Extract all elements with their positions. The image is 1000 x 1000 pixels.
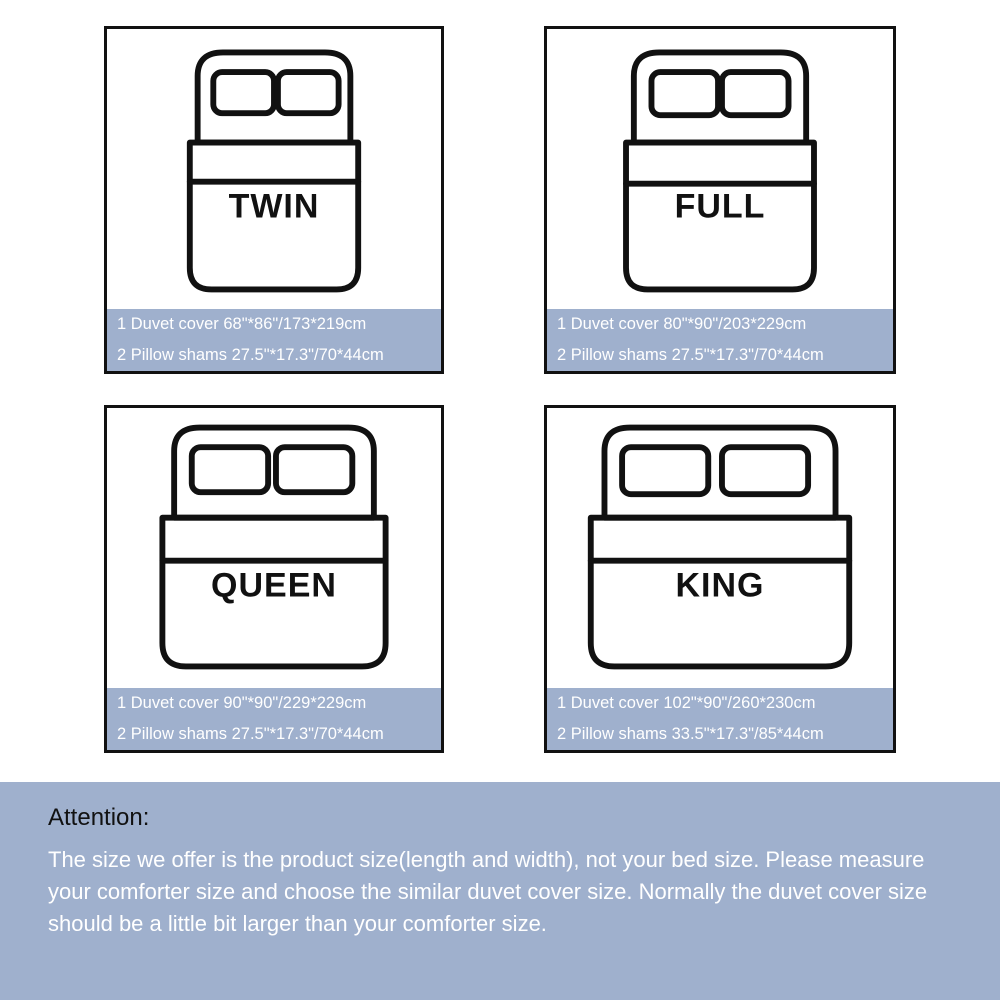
bed-drawing-icon [107,408,441,688]
bed-drawing-icon [107,29,441,309]
attention-panel [0,782,1000,1000]
bed-illustration-full [547,29,893,309]
spec-block-full [547,309,893,371]
bed-illustration-king [547,408,893,688]
size-card-full [544,26,896,374]
bed-illustration-twin [107,29,441,309]
size-card-king [544,405,896,753]
spec-duvet-twin: 1 Duvet cover 68"*86"/173*219cm [117,315,367,333]
spec-duvet-king: 1 Duvet cover 102"*90"/260*230cm [557,694,816,712]
spec-block-king [547,688,893,750]
size-label-king: KING [675,566,765,605]
bed-illustration-queen [107,408,441,688]
spec-shams-queen: 2 Pillow shams 27.5"*17.3"/70*44cm [117,725,384,743]
size-label-full: FULL [674,187,766,226]
bed-drawing-icon [547,29,893,309]
spec-shams-twin: 2 Pillow shams 27.5"*17.3"/70*44cm [117,346,384,364]
size-label-twin: TWIN [228,187,320,226]
attention-body: The size we offer is the product size(length and width), not your bed size. Please measure your comforter size and choose the similar duvet cover size. Normally the duvet cover size should be a little bit larger than your comforter size. [48,847,928,936]
size-card-queen [104,405,444,753]
size-card-twin [104,26,444,374]
spec-duvet-queen: 1 Duvet cover 90"*90"/229*229cm [117,694,367,712]
spec-shams-full: 2 Pillow shams 27.5"*17.3"/70*44cm [557,346,824,364]
spec-duvet-full: 1 Duvet cover 80"*90"/203*229cm [557,315,807,333]
spec-block-twin [107,309,441,371]
attention-title: Attention: [48,804,150,831]
size-label-queen: QUEEN [211,566,337,605]
spec-shams-king: 2 Pillow shams 33.5"*17.3"/85*44cm [557,725,824,743]
bed-drawing-icon [547,408,893,688]
spec-block-queen [107,688,441,750]
